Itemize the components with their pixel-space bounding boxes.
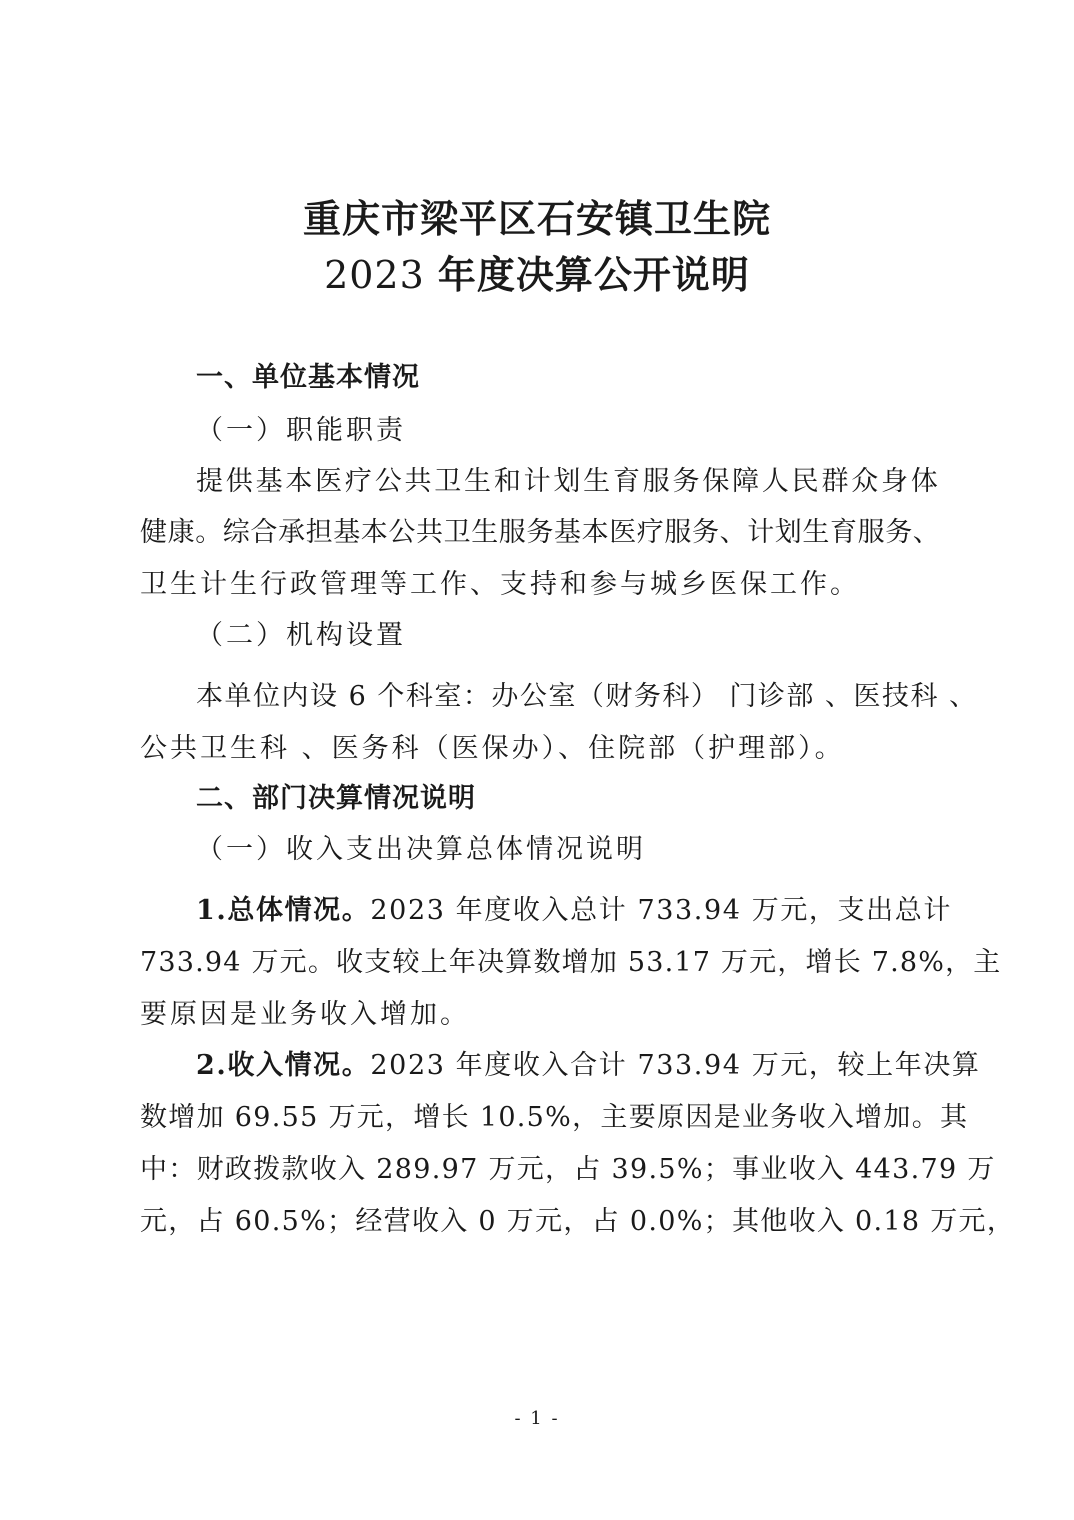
income-paragraph-line2: 数增加 69.55 万元，增长 10.5%，主要原因是业务收入增加。其 [140, 1102, 969, 1133]
total-lead: 1.总体情况。 [196, 895, 371, 926]
subheading-duties: （一）职能职责 [196, 415, 406, 446]
section-heading-2: 二、部门决算情况说明 [196, 783, 476, 814]
organization-paragraph-line1: 本单位内设 6 个科室：办公室（财务科） 门诊部 、医技科 、 [196, 681, 978, 712]
income-paragraph-line4: 元，占 60.5%；经营收入 0 万元，占 0.0%；其他收入 0.18 万元， [140, 1206, 1016, 1237]
duties-paragraph-line2: 健康。综合承担基本公共卫生服务基本医疗服务、计划生育服务、 [140, 517, 941, 548]
title-year: 2023 [324, 253, 425, 297]
total-paragraph-line2: 733.94 万元。收支较上年决算数增加 53.17 万元，增长 7.8%，主 [140, 947, 1002, 978]
income-paragraph-line3: 中：财政拨款收入 289.97 万元，占 39.5%；事业收入 443.79 万 [140, 1154, 996, 1185]
total-paragraph-line3: 要原因是业务收入增加。 [140, 999, 470, 1030]
document-title-line2 [0, 252, 1074, 299]
total-text-1: 2023 年度收入总计 733.94 万元，支出总计 [370, 895, 952, 926]
income-text-1: 2023 年度收入合计 733.94 万元，较上年决算 [370, 1050, 981, 1081]
title-rest: 年度决算公开说明 [437, 252, 750, 297]
total-paragraph-line1 [196, 891, 952, 931]
page-number: - 1 - [514, 1408, 560, 1429]
duties-paragraph-line1: 提供基本医疗公共卫生和计划生育服务保障人民群众身体 [196, 466, 940, 497]
section-heading-1: 一、单位基本情况 [196, 362, 420, 393]
subheading-organization: （二）机构设置 [196, 620, 406, 651]
organization-paragraph-line2: 公共卫生科 、医务科（医保办）、住院部（护理部）。 [140, 733, 845, 764]
income-lead: 2.收入情况。 [196, 1050, 371, 1081]
income-paragraph-line1 [196, 1046, 981, 1086]
subheading-income-expense: （一）收入支出决算总体情况说明 [196, 834, 646, 865]
document-title-line1: 重庆市梁平区石安镇卫生院 [302, 196, 771, 241]
duties-paragraph-line3: 卫生计生行政管理等工作、支持和参与城乡医保工作。 [140, 569, 860, 600]
